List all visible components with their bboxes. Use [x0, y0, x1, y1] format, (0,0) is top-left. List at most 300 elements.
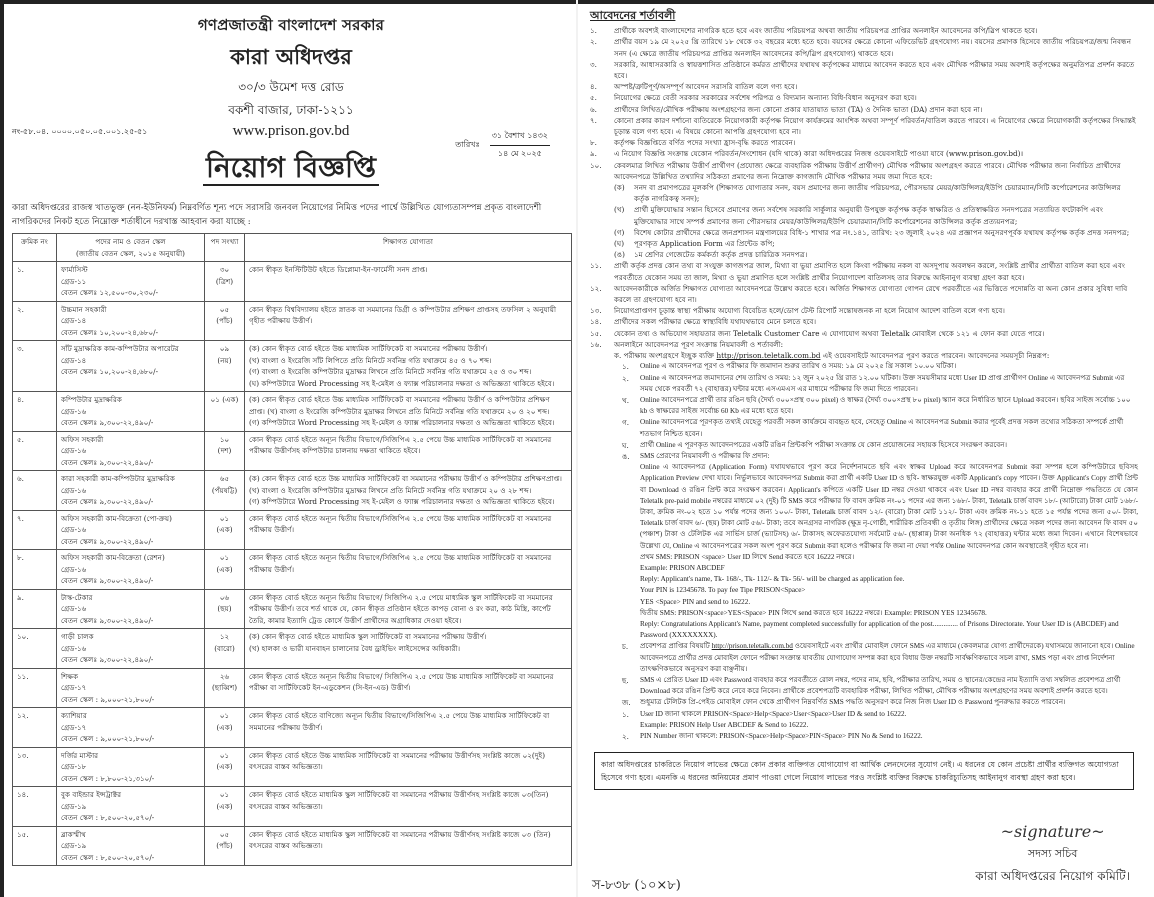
memo-number: নং-৫৮.০৪. ০০০০.০৫০.০৫.০০১.২৫-৫১ — [12, 127, 148, 136]
condition-item — [590, 36, 1138, 58]
online-step — [590, 361, 1138, 372]
row-qualification — [245, 708, 572, 748]
table-row — [13, 747, 572, 787]
header-post-count: পদ সংখ্যা — [205, 234, 245, 262]
item-number: ১০. — [590, 160, 602, 170]
row-qualification — [245, 668, 572, 708]
item-text: কেবলমাত্র লিখিত পরীক্ষায় উত্তীর্ণ প্রার্থীগণ (প্রযোজ্য ক্ষেত্রে ব্যবহারিক পরীক্ষায় উত্তীর্ণ প্রার্থীগণ) মৌখিক পরীক্ষায় অংশগ্রহণ করতে পারবে। মৌখিক পরীক্ষার জন্য নির্বাচিত প্রার্থীদের আবেদনপত্রে উল্লিখিত তথ্যাদির সঠিকতা প্রমাণের জন্য নিম্নোক্ত কাগজাদি মৌখিক পরীক্ষার সময় জমা দিতে হবে: — [614, 160, 1121, 181]
row-post-name — [57, 550, 205, 590]
row-post-count — [205, 341, 245, 392]
recovery-item — [590, 731, 1138, 742]
header-post-name-sub: (জাতীয় বেতন স্কেল, ২০১৫ অনুযায়ী) — [76, 248, 185, 258]
row-post-count — [205, 471, 245, 511]
row-post-count — [205, 787, 245, 827]
qualification-line: (ক) কোন স্বীকৃত বোর্ড হতে উচ্চ মাধ্যমিক সার্টিফিকেট বা সমমানের পরীক্ষায় উত্তীর্ণ ও কম্পিউটার প্রশিক্ষণপ্রাপ্ত। — [249, 474, 562, 483]
row-qualification — [245, 431, 572, 471]
post-grade: গ্রেড-১১ — [61, 276, 87, 286]
post-pay-scale: বেতন স্কেলঃ ১০,২০০-২৪,৬৮০/- — [61, 327, 159, 337]
row-serial: ১২. — [13, 708, 57, 748]
item-number: ৪. — [590, 82, 597, 92]
post-grade: গ্রেড-১৬ — [61, 604, 87, 613]
post-pay-scale: বেতন স্কেলঃ ৯,৩০০-২২,৪৯০/- — [61, 576, 154, 585]
qualification-line: কোন স্বীকৃত ইনস্টিটিউট হইতে ডিপ্লোমা-ইন-ফার্মেসী সনদ প্রাপ্ত। — [249, 265, 428, 274]
item-number: ২. — [622, 373, 629, 383]
item-text: প্রার্থী Online এ পূরণকৃত আবেদনপত্রের একটি রঙিন প্রিন্টকপি পরীক্ষা সংক্রান্ত যে কোন প্রয়োজনের সহায়ক হিসেবে সংরক্ষণ করবেন। — [640, 440, 1008, 449]
online-steps-list — [590, 361, 1138, 462]
qualification-line: (ক) কোন স্বীকৃত বোর্ড হইতে উচ্চ মাধ্যমিক সার্টিফিকেট বা সমমানের পরীক্ষায় উত্তীর্ণ। — [249, 344, 488, 353]
row-qualification — [245, 471, 572, 511]
condition-item — [590, 59, 1138, 81]
row-serial: ৫. — [13, 431, 57, 471]
row-post-name — [57, 787, 205, 827]
post-name: ফার্মাসিস্ট — [61, 265, 88, 274]
row-post-name — [57, 668, 205, 708]
item-text-before: প্রবেশপত্র প্রাপ্তির বিষয়টি — [640, 642, 710, 651]
post-grade: গ্রেড-১৬ — [61, 485, 87, 495]
item-number: (ঘ) — [614, 239, 625, 249]
item-number: ৭. — [590, 115, 597, 125]
item-number: ১১. — [590, 261, 602, 271]
qualification-line: (ক) কোন স্বীকৃত বোর্ড হইতে উচ্চ মাধ্যমিক সার্টিফিকেট বা সমমানের পরীক্ষায় উত্তীর্ণ ও কম্পিউটার প্রশিক্ষণ প্রাপ্ত। (খ) বাংলা ও ইংরেজি কম্পিউটার মুদ্রাক্ষর লিখনে প্রতি মিনিটে সর্বনিম্ন গতি যথাক্রমে ২০ ও ২০ শব্দ। — [249, 395, 550, 416]
post-count: ০১ — [219, 750, 230, 760]
qualification-line: কোন স্বীকৃত বোর্ড হইতে অন্যূন দ্বিতীয় বিভাগে/ সিজিপিএ ২.৫ পেয়ে মাধ্যমিক স্কুল সার্টিফিকেট বা সমমানের পরীক্ষায় উত্তীর্ণ। তবে শর্ত থাকে যে, কোন স্বীকৃত প্রতিষ্ঠান হইতে কাপড় বোনা ও রং করা, কাঠ মিস্ত্রি, কার্পেট তৈরি, কামার ইত্যাদি ট্রেড কোর্সে উত্তীর্ণ প্রার্থীদের অগ্রাধিকার দেওয়া হইবে। — [249, 592, 553, 625]
post-name: বুক বাইন্ডার ইন্সট্রাক্টর — [61, 790, 122, 799]
item-number: (খ) — [614, 205, 625, 215]
post-count: ১০ — [219, 434, 230, 444]
address-line-1: ৩০/৩ উমেশ দত্ত রোড — [238, 80, 344, 94]
post-pay-scale: বেতন স্কেলঃ ৯,৩০০-২২,৪৯০/- — [61, 457, 154, 467]
post-name: অফিস সহকারী কাম-বিক্রেতা (রেশন) — [61, 553, 165, 562]
qualification-line: কোন স্বীকৃত বোর্ড হইতে মাধ্যমিক স্কুল সার্টিফিকেট বা সমমানের পরীক্ষায় উত্তীর্ণসহ সংশ্লিষ্ট কাজে ০৩(তিন) বৎসরের বাস্তব অভিজ্ঞতা। — [249, 790, 549, 811]
sms-lines — [640, 552, 1138, 642]
sms-line: দ্বিতীয় SMS: PRISON<space>YES<Space> PIN লিখে send করতে হবে 16222 নম্বরে। Example: PRISON YES 12345678. — [640, 608, 987, 617]
conditions-list-a — [590, 25, 1138, 182]
item-number: ৫. — [590, 93, 597, 103]
row-serial: ৯. — [13, 589, 57, 629]
post-count: ০১ (এক) — [210, 395, 239, 404]
sms-line: YES <Space> PIN and send to 16222. — [640, 597, 751, 606]
signatory-committee: কারা অধিদপ্তরের নিয়োগ কমিটি। — [975, 869, 1130, 883]
condition-item — [590, 115, 1138, 137]
post-pay-scale: বেতন স্কেলঃ ৯,৩০০-২২,৪৯০/- — [61, 655, 154, 664]
condition-item — [590, 137, 1138, 148]
condition-subitem — [590, 182, 1138, 204]
post-name: উচ্চমান সহকারী — [61, 304, 107, 314]
password-recovery-list — [590, 709, 1138, 743]
row-post-count — [205, 708, 245, 748]
post-pay-scale: বেতন স্কেলঃ ১২,৫০০-৩০,২৩০/- — [61, 288, 159, 297]
row-post-count — [205, 589, 245, 629]
recovery-line: PIN Number জানা থাকলে: PRISON<Space>Help<Space>PIN<Space> PIN No & Send to 16222. — [640, 732, 923, 740]
condition-subitem — [590, 227, 1138, 238]
item-text: সনদ বা প্রমাণপত্রের মূলকপি (শিক্ষাগত যোগ্যতার সনদ, বয়স প্রমাণের জন্য জাতীয় পরিচয়পত্র, পৌরসভার মেয়র/কাউন্সিলর/ইউপি চেয়ারম্যান/সিটি কর্পোরেশনের কাউন্সিলর কর্তৃক নাগরিকত্ব সনদ); — [634, 183, 1121, 204]
qualification-line: কোন স্বীকৃত বোর্ড হইতে অন্যূন দ্বিতীয় বিভাগে/সিজিপিএ ২.৫ পেয়ে উচ্চ মাধ্যমিক সার্টিফিকেট বা সমমানের পরীক্ষায় উত্তীর্ণ। — [249, 553, 552, 574]
row-post-name — [57, 826, 205, 866]
sms-line: Reply: Congratulations Applicant's Name, payment completed successfully for application of the post.............. of Prisons Directorate. Your User ID is (ABCDEF) and Password (XXXXXXXX). — [640, 619, 1119, 640]
intro-paragraph: কারা অধিদপ্তরের রাজস্ব খাতভুক্ত (নন-ইউনিফর্ম) নিম্নবর্ণিত শূন্য পদে সরাসরি জনবল নিয়োগের নিমিত্ত পদের পার্শ্বে উল্লিখিত যোগ্যতাসম্পন্ন প্রকৃত বাংলাদেশী নাগরিকদের নিকট হতে নিম্নোক্ত শর্তাধীনে দরখাস্ত আহবান করা যাচ্ছে : — [12, 203, 542, 227]
table-row — [13, 787, 572, 827]
online-step — [590, 395, 1138, 417]
row-serial: ৭. — [13, 510, 57, 550]
header-post-name — [57, 234, 205, 262]
row-post-name — [57, 708, 205, 748]
post-count-words: (পঁয়ষট্টি) — [211, 485, 238, 495]
row-post-name — [57, 392, 205, 432]
item-number: ১. — [590, 26, 597, 36]
row-serial: ১৫. — [13, 826, 57, 866]
date-block — [455, 130, 550, 161]
item-text: নিয়োগপ্রাপ্তগণ চূড়ান্ত স্বাস্থ্য পরীক্ষায় অযোগ্য বিবেচিত হলে/ডোপ টেস্ট রিপোর্ট সন্তোষজনক না হলে নিয়োগ আদেশ বাতিল বলে গণ্য হবে। — [614, 306, 1005, 316]
row-post-name — [57, 589, 205, 629]
post-count-words: (এক) — [216, 564, 233, 574]
item-text: Online আবেদনপত্রে পূরণকৃত তথ্যই যেহেতু পরবর্তী সকল কার্যক্রমে ব্যবহৃত হবে, সেহেতু Online এ আবেদনপত্র Submit করার পূর্বেই প্রদত্ত সকল তথ্যের সঠিকতা সম্পর্কে প্রার্থী শতভাগ নিশ্চিত হবেন। — [640, 418, 1124, 438]
post-count: ০৫ — [219, 829, 230, 839]
item-text — [640, 709, 1138, 731]
item-text: অনলাইনে আবেদনপত্র পূরণ সংক্রান্ত নিয়মাবলী ও শর্তাবলী: — [614, 339, 784, 349]
item-text — [640, 641, 1138, 675]
post-grade: গ্রেড-১৬ — [61, 446, 87, 455]
item-number: ১৪. — [590, 317, 602, 327]
table-row — [13, 510, 572, 550]
qualification-line: কোন স্বীকৃত বোর্ড হইতে অন্যূন দ্বিতীয় বিভাগে/ সিজিপিএ ২.৫ পেয়ে উচ্চ মাধ্যমিক সার্টিফিকেট বা সমমানের পরীক্ষা বা সার্টিফিকেট ইন-এডুকেশন (সি-ইন-এড) উত্তীর্ণ। — [249, 671, 554, 692]
row-serial: ২. — [13, 301, 57, 341]
post-name: গাড়ী চালক — [61, 632, 94, 641]
post-grade: গ্রেড-১৭ — [61, 683, 87, 692]
row-post-count — [205, 510, 245, 550]
item-number: ৮. — [590, 138, 597, 148]
condition-item — [590, 104, 1138, 115]
item-text — [640, 731, 1138, 742]
post-pay-scale: বেতন স্কেলঃ ৯,৩০০-২২,৪৯০/- — [61, 536, 154, 546]
qualification-line: (গ) কম্পিউটারে Word Processing সহ ই-মেইল ও ফ্যাক্স পরিচালনার দক্ষতা ও অভিজ্ঞতা থাকিতে হইবে। — [249, 418, 555, 427]
post-count: ০৯ — [219, 344, 230, 353]
row-post-count — [205, 747, 245, 787]
item-text — [640, 675, 1138, 697]
header-post-name-text: পদের নাম ও বেতন স্কেল — [95, 237, 166, 246]
post-grade: গ্রেড-১৪ — [61, 316, 87, 325]
table-row — [13, 708, 572, 748]
post-name: অফিস সহকারী — [61, 434, 104, 444]
post-name: ক্যাশিয়ার — [61, 711, 87, 720]
post-count-words: (এক) — [216, 762, 233, 771]
recovery-line: User ID জানা থাকলে PRISON<Space>Help<Space>User<Space>User ID & send to 16222. — [640, 709, 907, 718]
header-qualification: শিক্ষাগত যোগ্যতা — [245, 234, 572, 262]
qualification-line: কোন স্বীকৃত বোর্ড হইতে উচ্চ মাধ্যমিক সার্টিফিকেট বা সমমানের পরীক্ষায় উত্তীর্ণসহ সংশ্লিষ্ট কাজে ০২(দুই) বৎসরের বাস্তব অভিজ্ঞতা। — [249, 750, 546, 771]
signature-mark: ~signature~ — [1000, 822, 1105, 841]
qualification-line: কোন স্বীকৃত বোর্ড হইতে অন্যূন দ্বিতীয় বিভাগে/সিজিপিএ ২.৫ পেয়ে উচ্চ মাধ্যমিক সার্টিফিকেট বা সমমানের পরীক্ষায় উত্তীর্ণসহ কম্পিউটার চালনায় দক্ষতা থাকিতে হইবে। — [249, 434, 552, 455]
item-text: এ নিয়োগ বিজ্ঞপ্তি সংক্রান্ত যেকোন পরিবর্তন/সংশোধন (যদি থাকে) কারা অধিদপ্তরের নিজস্ব ওয়েবসাইটে পাওয়া যাবে (www.prison.gov.bd)। — [614, 149, 1024, 159]
row-post-name — [57, 629, 205, 669]
table-row — [13, 629, 572, 669]
post-pay-scale: বেতন স্কেলঃ ৯,৩০০-২২,৪৯০/- — [61, 615, 154, 625]
header-serial: ক্রমিক নং — [13, 234, 57, 262]
post-name: সাঁট মুদ্রাক্ষরিক কাম-কম্পিউটার অপারেটর — [61, 344, 179, 353]
qualification-line: (খ) বাংলা ও ইংরেজি সাঁট লিপিতে প্রতি মিনিটে সর্বনিম্ন গতি যথাক্রমে ৪৫ ও ৭০ শব্দ। — [249, 355, 492, 365]
row-qualification — [245, 510, 572, 550]
condition-item — [590, 160, 1138, 182]
item-number: ঘ. — [622, 440, 629, 450]
qualification-line: কোন স্বীকৃত বোর্ড হইতে মাধ্যমিক স্কুল সার্টিফিকেট বা সমমানের পরীক্ষায় উত্তীর্ণসহ সংশ্লিষ্ট কাজে ০৩ (তিন) বৎসরের বাস্তব অভিজ্ঞতা। — [249, 829, 551, 850]
government-name: গণপ্রজাতন্ত্রী বাংলাদেশ সরকার — [197, 16, 385, 34]
item-number: ১৩. — [590, 306, 602, 316]
post-count-words: (পাঁচ) — [216, 316, 233, 325]
post-pay-scale: বেতন স্কেলঃ ১০,২০০-২৪,৬৮০/- — [61, 367, 159, 376]
row-post-name — [57, 747, 205, 787]
post-count: ২৬ — [219, 671, 230, 681]
item-text: বিশেষ কোটার প্রার্থীদের ক্ষেত্রে জনপ্রশাসন মন্ত্রণালয়ের বিধি-১ শাখার পত্র নং.১৪১, তারিখ: ২৩ জুলাই ২০২৪ এর প্রজ্ঞাপন অনুসরণপূর্বক যথাযথ কর্তৃপক্ষ কর্তৃক প্রদত্ত সনদপত্র; — [634, 227, 1130, 237]
item-text: প্রার্থীকে অবশ্যই বাংলাদেশের নাগরিক হতে হবে এবং জাতীয় পরিচয়পত্র অথবা জাতীয় পরিচয়পত্র প্রাপ্তির অনলাইন আবেদনের কপি/স্লিপ থাকতে হবে। — [614, 26, 1038, 36]
item-text: যেকোন তথ্য ও অভিযোগ সহায়তার জন্য Teletalk Customer Care এ যোগাযোগ অথবা Teletalk মোবাইল থেকে ১২১ এ ফোন করা যেতে পারে। — [614, 328, 1045, 338]
footer-code: স-৮৩৮ (১০×৮) — [592, 878, 681, 893]
item-text: Online এ আবেদনপত্র পূরণ ও পরীক্ষার ফি জমাদান শুরুর তারিখ ও সময়: ১৯ মে ২০২৫ খ্রি সকাল ১০.০০ ঘটিকা। — [640, 362, 957, 371]
row-post-count — [205, 262, 245, 302]
row-post-name — [57, 301, 205, 341]
row-qualification — [245, 629, 572, 669]
post-count-words: (বারো) — [214, 643, 235, 653]
row-post-count — [205, 826, 245, 866]
online-step — [590, 451, 1138, 462]
item-number: (গ) — [614, 227, 625, 237]
item-number: ২. — [622, 732, 629, 741]
department-name: কারা অধিদপ্তর — [230, 44, 352, 69]
conditions-list-b — [590, 260, 1138, 350]
post-count-words: (এক) — [216, 801, 233, 811]
condition-subitem — [590, 249, 1138, 260]
table-row — [13, 431, 572, 471]
online-step — [590, 417, 1138, 439]
item-text-before: SMS এ প্রেরিত User ID এবং Password ব্যবহার করে পরবর্তীতে রোল নম্বর, পদের নাম, ছবি, পরীক্ষার তারিখ, সময় ও স্থানের/কেন্দ্রের নাম ইত্যাদি তথ্য সম্বলিত প্রবেশপত্র প্রার্থী Download করে রঙিন প্রিন্ট করে নেবে করে নিবেন। প্রার্থীকে প্রবেশপত্রটি ব্যবহারিক পরীক্ষা, লিখিত পরীক্ষা, মৌখিক পরীক্ষায় অংশগ্রহণের সময় অবশ্যই প্রদর্শন করতে হবে। — [640, 675, 1121, 696]
table-row — [13, 668, 572, 708]
sms-line: Your PIN is 12345678. To pay fee Tipe PRISON<Space> — [640, 586, 806, 595]
right-page — [578, 0, 1154, 897]
row-post-count — [205, 431, 245, 471]
row-post-name — [57, 471, 205, 511]
letterhead — [4, 4, 578, 140]
item-number: চ. — [622, 642, 629, 652]
item-number: ৯. — [590, 149, 597, 159]
posts-table-body — [13, 262, 572, 866]
item-text: ১ম শ্রেণির গেজেটেড কর্মকর্তা কর্তৃক প্রদত্ত চারিত্রিক সনদপত্র। — [634, 250, 808, 260]
item-text: প্রার্থী মুক্তিযোদ্ধার সন্তান হিসেবে প্রমাণের জন্য সর্বশেষ সরকারি সার্কুলার অনুযায়ী উপযুক্ত কর্তৃপক্ষ কর্তৃক স্বাক্ষরিত ও প্রতিস্বাক্ষরিত সনদপত্রের সত্যায়িত ফটোকপি এবং মুক্তিযোদ্ধার সাথে সম্পর্ক প্রমাণের জন্য পৌরসভার মেয়র/কাউন্সিলর/ইউপি চেয়ারম্যান/সিটি কর্পোরেশনের কাউন্সিলর কর্তৃক প্রত্যয়নপত্র; — [634, 205, 1103, 226]
qualification-line: (খ) বাংলা ও ইংরেজি কম্পিউটার মুদ্রাক্ষর লিখনে প্রতি মিনিটে সর্বনিম্ন গতি যথাক্রমে ২০ ও ২৮ শব্দ। — [249, 485, 532, 495]
item-text: প্রার্থীদের লিখিত/মৌখিক পরীক্ষায় অংশগ্রহণের জন্য কোনো প্রকার যাতায়াত ভাতা (TA) ও দৈনিক ভাতা (DA) প্রদান করা হবে না। — [614, 104, 983, 114]
condition-item — [590, 148, 1138, 159]
date-label: তারিখঃ — [455, 140, 480, 149]
row-serial: ১১. — [13, 668, 57, 708]
post-count: ০১ — [219, 790, 230, 799]
item-text: SMS প্রেরণের নিয়মাবলী ও পরীক্ষার ফি প্রদান: — [640, 451, 770, 460]
signatory-designation: সদস্য সচিব — [1027, 847, 1078, 860]
post-count: ০১ — [219, 513, 230, 523]
online-step — [590, 697, 1138, 708]
anti-corruption-notice: কারা অধিদপ্তরের চাকরিতে নিয়োগ লাভের ক্ষেত্রে কোন প্রকার ব্যক্তিগত যোগাযোগ বা আর্থিক লেনদেনের সুযোগ নেই। এ ধরনের যে কোন প্রচেষ্টা প্রার্থীর ব্যক্তিগত অযোগ্যতা হিসেবে গণ্য হবে। এমনকি এ ধরনের অনিয়মের প্রমাণ পাওয়া গেলে নিয়োগ লাভের পরও সংশ্লিষ্ট ব্যক্তির বিরুদ্ধে চাকরিচ্যুতিসহ আইনানুগ ব্যবস্থা গ্রহণ করা হবে। — [594, 752, 1134, 790]
sms-line: প্রথম SMS: PRISON <space> User ID লিখে Send করতে হবে 16222 নম্বরে। — [640, 552, 855, 561]
post-count: ০৬ — [219, 592, 230, 602]
table-row — [13, 471, 572, 511]
table-row — [13, 262, 572, 302]
condition-item — [590, 283, 1138, 305]
row-serial: ১৪. — [13, 787, 57, 827]
post-grade: গ্রেড-১৬ — [61, 564, 87, 574]
row-serial: ৪. — [13, 392, 57, 432]
item-text: প্রার্থীদের সকল পরীক্ষার ক্ষেত্রে স্বাস্থ্যবিধি যথাযথভাবে মেনে চলতে হবে। — [614, 317, 817, 327]
item-number: (ক) — [614, 183, 625, 193]
item-number: ২. — [590, 37, 597, 47]
row-qualification — [245, 747, 572, 787]
post-count: ০৫ — [219, 304, 230, 314]
row-serial: ১৩. — [13, 747, 57, 787]
date-english: ১৪ মে ২০২৫ — [497, 149, 542, 158]
item-number: ১৬. — [590, 339, 602, 349]
table-row — [13, 392, 572, 432]
website-link[interactable]: www.prison.gov.bd — [232, 123, 350, 139]
online-step — [590, 440, 1138, 451]
post-pay-scale: বেতন স্কেলঃ ৯,৩০০-২২,৪৯০/- — [61, 497, 154, 506]
sms-paragraph: Online এ আবেদনপত্র (Application Form) যথাযথভাবে পূরণ করে নির্দেশনামতে ছবি এবং স্বাক্ষর Upload করে আবেদনপত্র Submit করা সম্পন্ন হলে কম্পিউটারে ছবিসহ Application Preview দেখা যাবে। নির্ভুলভাবে আবেদনপত্র Submit করা প্রার্থী একটি User ID ও ছবি- স্বাক্ষরযুক্ত একটি Applicant's copy পাবেন। উক্ত Applicant's Copy প্রার্থী প্রিন্ট বা Download ও রঙিন প্রিন্ট করে সংরক্ষণ করবেন। Applicant's কপিতে একটি User ID নম্বর দেওয়া থাকবে এবং User ID নম্বর ব্যবহার করে প্রার্থী নিম্নোক্ত পদ্ধতিতে যে কোন Teletalk pre-paid mobile নম্বরের মাধ্যমে ০২ (দুই) টি SMS করে পরীক্ষার ফি বাবদ ক্রমিক নং-০১ পদের এর জন্য ১৬৮/- টাকা, Teletalk চার্জ বাবদ ১৮/- (আটারো) টাকা মোট ১৬৮/- টাকা, ক্রমিক নং-০২ হতে ১০ পর্যন্ত পদের জন্য ১০০/- টাকা, Teletalk চার্জ বাবদ ১২/- (বারো) টাকা মোট ১১২/- টাকা এবং ক্রমিক নং-১১ হতে ১৫ পর্যন্ত পদের জন্য ৫০/- টাকা, Teletalk চার্জ বাবদ ৬/- (ছয়) টাকা মোট ৫৬/- টাকা; তবে অনগ্রসর নাগরিক (ক্ষুদ্র নৃ-গোষ্ঠী, শারীরিক প্রতিবন্ধী ও তৃতীয় লিঙ্গ) প্রার্থীদের ক্ষেত্রে সকল পদের জন্য আবেদন ফি বাবদ ৫০ (পঞ্চাশ) টাকা ও টেলিটক এর সার্ভিস চার্জ (ভ্যাটসহ) ৬/- টাকাসহ অফেরতযোগ্য সর্বমোট ৫৬/- (ছাপ্পান্ন) টাকা অনধিক ৭২ (বাহাত্তর) ঘন্টার মধ্যে জমা দিবেন। এখানে বিশেষভাবে উল্লেখ্য যে, Online এ আবেদনপত্রের সকল অংশ পূরণ করে Submit করা হলেও পরীক্ষার ফি জমা না দেয়া পর্যন্ত Online আবেদনপত্র কোন অবস্থাতেই গৃহীত হবে না। — [640, 463, 1138, 550]
condition-subitem — [590, 238, 1138, 249]
row-post-count — [205, 629, 245, 669]
item-number: ১. — [622, 362, 629, 372]
recovery-item — [590, 709, 1138, 731]
item-number: ৬. — [590, 104, 597, 114]
qualification-line: (গ) বাংলা ও ইংরেজি কম্পিউটার মুদ্রাক্ষর লিখনে প্রতি মিনিটে সর্বনিম্ন গতি যথাক্রমে ২৫ ও ৩০ শব্দ। — [249, 367, 532, 376]
post-grade: গ্রেড-১৮ — [61, 762, 87, 771]
condition-item — [590, 316, 1138, 327]
row-post-count — [205, 668, 245, 708]
post-name: দর্জির মাস্টার — [61, 750, 99, 760]
item-text: অস্পষ্ট/ত্রুটিপূর্ণ/অসম্পূর্ণ আবেদন সরাসরি বাতিল বলে গণ্য হবে। — [614, 82, 798, 92]
post-grade: গ্রেড-১৯ — [61, 841, 87, 850]
post-count: ৩০ — [219, 265, 230, 274]
teletalk-link[interactable]: http://prison.teletalk.com.bd — [711, 642, 793, 651]
online-steps-list-b — [590, 641, 1138, 708]
item-number: ১২. — [590, 283, 602, 293]
item-text-before: শুধুমাত্র টেলিটক প্রি-পেইড মোবাইল ফোন থেকে প্রার্থীগণ নিম্নবর্ণিত SMS পদ্ধতি অনুসরণ করে নিজ নিজ User ID ও Password পুনরুদ্ধার করতে পারবেন। — [640, 698, 1066, 707]
item-text: Online আবেদনপত্রে প্রার্থী তার রঙিন ছবি (দৈর্ঘ্য ৩০০×প্রস্থ ৩০০ pixel) ও স্বাক্ষর (দৈর্ঘ্য ৩০০×প্রস্থ ৮০ pixel) স্ক্যান করে নির্ধারিত স্থানে Upload করবেন। ছবির সাইজ সর্বোচ্চ ১০০ kb ও স্বাক্ষরের সাইজ সর্বোচ্চ 60 Kb এর মধ্যে হতে হবে। — [640, 395, 1131, 416]
qualification-line: (গ) কম্পিউটারে Word Processing সহ ই-মেইল ও ফ্যাক্স পরিচালনার দক্ষতা ও অভিজ্ঞতা থাকিতে হইবে। — [249, 497, 555, 506]
post-count-words: (পাঁচ) — [216, 841, 233, 850]
item-number: খ. — [622, 395, 630, 405]
post-count-words: (দশ) — [217, 446, 232, 455]
row-post-count — [205, 392, 245, 432]
table-header-row — [13, 234, 572, 262]
post-count-words: (এক) — [216, 525, 233, 534]
post-count-words: (ছয়) — [217, 604, 232, 613]
post-grade: গ্রেড-১৬ — [61, 525, 87, 534]
item-number: ৩. — [590, 59, 597, 69]
item-number: (ঙ) — [614, 250, 625, 260]
item-number: ১৫. — [590, 328, 602, 338]
post-count-words: (এক) — [216, 722, 233, 732]
teletalk-link[interactable]: http://prison.teletalk.com.bd — [716, 351, 821, 361]
sms-line: Example: PRISON ABCDEF — [640, 563, 725, 572]
address-line-2: বকশী বাজার, ঢাকা-১২১১ — [228, 103, 354, 117]
qualification-line: কোন স্বীকৃত বোর্ড হইতে বাণিজ্যে অন্যূন দ্বিতীয় বিভাগে/সিজিপিএ ২.৫ পেয়ে উচ্চ মাধ্যমিক সার্টিফিকেট বা সমমানের পরীক্ষায় উত্তীর্ণ। — [249, 711, 550, 732]
date-bangla: ৩১ বৈশাখ ১৪৩২ — [490, 130, 550, 146]
table-row — [13, 341, 572, 392]
table-row — [13, 826, 572, 866]
item-text: কর্তৃপক্ষ বিজ্ঞপ্তিতে বর্ণিত পদের সংখ্যা হ্রাস-বৃদ্ধি করতে পারবেন। — [614, 138, 796, 148]
post-grade: গ্রেড-১৯ — [61, 801, 87, 811]
post-count-words: (নয়) — [217, 355, 232, 365]
item-text: পূরণকৃত Application Form এর প্রিন্টেড কপি; — [634, 239, 775, 249]
signature-block — [975, 822, 1130, 888]
sms-instructions — [590, 462, 1138, 641]
item-text: প্রার্থী কর্তৃক প্রদত্ত কোন তথ্য বা সংযুক্ত কাগজপত্র জাল, মিথ্যা বা ভুয়া প্রমাণিত হলে কিংবা পরীক্ষায় নকল বা অসদুপায় অবলম্বন করলে, সংশ্লিষ্ট প্রার্থীর প্রার্থীতা বাতিল করা হবে এবং পরবর্তীতে যেকোন সময় তা জাল, মিথ্যা ও ভুয়া প্রমাণিত হলে সংশ্লিষ্ট প্রার্থীর নিয়োগাদেশ বাতিলসহ তার বিরুদ্ধে আইনানুগ ব্যবস্থা গ্রহণ করা হবে। — [614, 261, 1125, 282]
item-text-after: ওয়েবসাইটে এবং প্রার্থীর মোবাইল ফোনে SMS এর মাধ্যমে (কেবলমাত্র যোগ্য প্রার্থীদেরকে) যথাসময়ে জানানো হবে। Online আবেদনপত্রে প্রার্থীর প্রদত্ত মোবাইল ফোনে পরীক্ষা সংক্রান্ত যাবতীয় যোগাযোগ সম্পন্ন করা হবে বিধায় উক্ত নম্বরটি সার্বক্ষণিকভাবে সচল রাখা, SMS পড়া এবং প্রাপ্ত নির্দেশনা তাৎক্ষণিকভাবে অনুসরণ করা বাঞ্ছনীয়। — [640, 642, 1135, 673]
post-pay-scale: বেতন স্কেল : ৯,০০০-২১,৮০০/- — [61, 734, 155, 743]
condition-item — [590, 339, 1138, 350]
item-text — [640, 697, 1138, 708]
row-serial: ৮. — [13, 550, 57, 590]
item-text: নিয়োগের ক্ষেত্রে বেতী সরকার সরকারের সর্বশেষ পরিপত্র ও বিদ্যমান অন্যান্য বিধি-বিধান অনুসরণ করা হবে। — [614, 93, 917, 103]
row-qualification — [245, 341, 572, 392]
post-grade: গ্রেড-১৪ — [61, 355, 87, 365]
post-pay-scale: বেতন স্কেল : ৮,৫০০-২০,৫৭০/- — [61, 852, 155, 862]
online-step — [590, 641, 1138, 675]
post-count: ০১ — [219, 553, 230, 562]
condition-item — [590, 92, 1138, 103]
post-pay-scale: বেতন স্কেল : ৮,৮০০-২১,৩১০/- — [61, 773, 155, 783]
item-text: সরকারি, আধাসরকারি ও স্বায়ত্তশাসিত প্রতিষ্ঠানে কর্মরত প্রার্থীদের যথাযথ কর্তৃপক্ষের মাধ্যমে আবেদন করতে হবে এবং মৌখিক পরীক্ষার সময় অবশ্যই কর্তৃপক্ষের অনুমতিপত্র প্রদর্শন করতে হবে। — [614, 59, 1135, 81]
post-name: টাস্ক-টেকার — [61, 592, 93, 602]
row-post-name — [57, 510, 205, 550]
post-name: অফিস সহকারী কাম-বিক্রেতা (পো-ক্রয়) — [61, 513, 172, 523]
item-number: ছ. — [622, 675, 629, 685]
post-count: ০১ — [219, 711, 230, 720]
online-intro-text: ক. পরীক্ষায় অংশগ্রহণে ইচ্ছুক ব্যক্তি — [614, 351, 715, 361]
post-grade: গ্রেড-১৬ — [61, 406, 87, 416]
item-number: জ. — [622, 698, 631, 708]
row-qualification — [245, 826, 572, 866]
condition-item — [590, 305, 1138, 316]
table-row — [13, 550, 572, 590]
row-post-name — [57, 262, 205, 302]
row-serial: ১০. — [13, 629, 57, 669]
row-post-name — [57, 431, 205, 471]
post-name: শিক্ষক — [61, 671, 79, 681]
post-name: কারা সহকারী কাম-কম্পিউটার মুদ্রাক্ষরিক — [61, 474, 175, 483]
post-grade: গ্রেড-১৭ — [61, 722, 87, 732]
row-qualification — [245, 301, 572, 341]
post-count-words: (ত্রিশ) — [215, 276, 234, 286]
sms-line: Reply: Applicant's name, Tk- 168/-, Tk- 112/- & Tk- 56/- will be charged as application fee. — [640, 575, 905, 584]
post-name: ব্লাকস্মীথ — [61, 829, 86, 839]
post-count-words: (ছাব্বিশ) — [211, 683, 238, 692]
online-step — [590, 373, 1138, 395]
condition-item — [590, 81, 1138, 92]
condition-item — [590, 25, 1138, 36]
posts-table — [12, 233, 572, 866]
row-serial: ৬. — [13, 471, 57, 511]
item-number: ঙ. — [622, 451, 630, 461]
condition-subitem — [590, 204, 1138, 226]
condition-10-subitems — [590, 182, 1138, 260]
table-row — [13, 589, 572, 629]
table-row — [13, 301, 572, 341]
post-pay-scale: বেতন স্কেল : ৯,০০০-২১,৮০০/- — [61, 694, 155, 704]
row-qualification — [245, 262, 572, 302]
row-qualification — [245, 392, 572, 432]
conditions-section — [578, 4, 1154, 790]
notice-title-text: নিয়োগ বিজ্ঞপ্তি — [203, 151, 379, 186]
item-number: গ. — [622, 418, 629, 428]
qualification-line: কোন স্বীকৃত বিশ্ববিদ্যালয় হইতে স্নাতক বা সমমানের ডিগ্রী ও কম্পিউটার প্রশিক্ষণ প্রাপ্তসহ তফসিল ২ অনুযায়ী গৃহীত পরীক্ষায় উত্তীর্ণ। — [249, 304, 557, 325]
item-text: কোনো প্রকার কারণ দর্শানো ব্যতিরেকে নিয়োগকারী কর্তৃপক্ষ নিয়োগ কার্যক্রমের আংশিক অথবা সম্পূর্ণ পরিবর্তন/বাতিল করতে পারবে। এ নিয়োগের ক্ষেত্রে নিয়োগকারী কর্তৃপক্ষের সিদ্ধান্তই চূড়ান্ত বলে গণ্য হবে। এ বিষয়ে কোনো আপত্তি গ্রহণযোগ্য হবে না। — [614, 115, 1136, 137]
row-qualification — [245, 589, 572, 629]
online-intro — [590, 350, 1138, 361]
post-grade: গ্রেড-১৬ — [61, 643, 87, 653]
